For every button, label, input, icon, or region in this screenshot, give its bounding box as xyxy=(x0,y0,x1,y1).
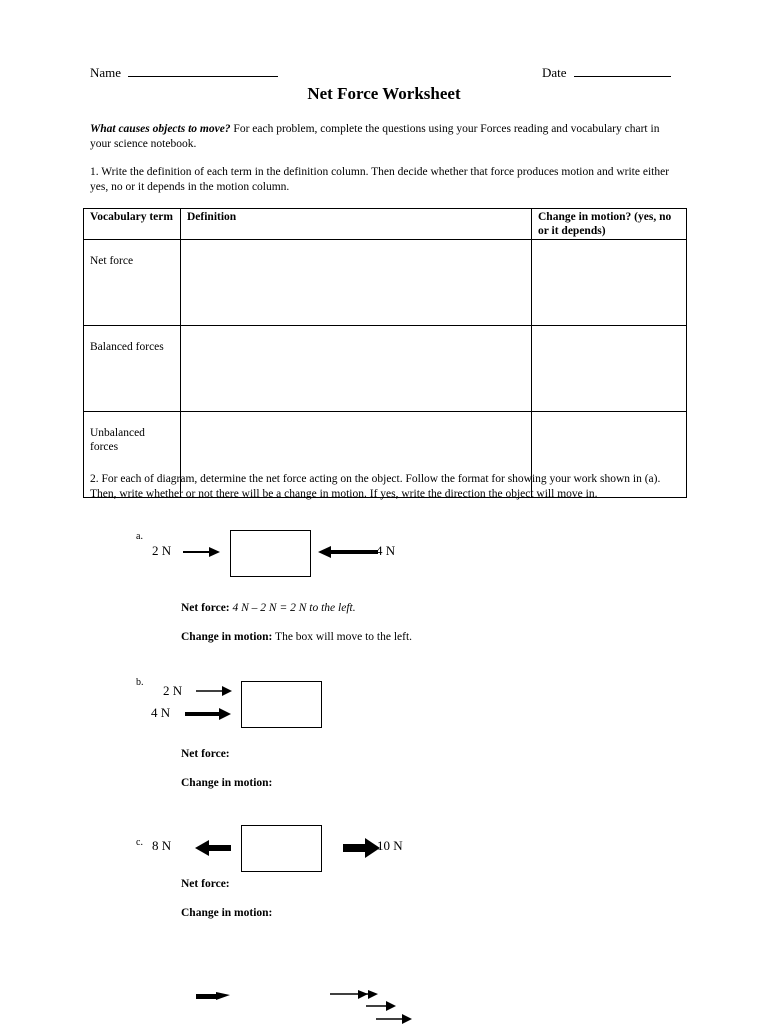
net-force-label: Net force: xyxy=(181,602,230,614)
motion-label: Change in motion: xyxy=(181,777,273,789)
diagram-a-right-force: 4 N xyxy=(376,543,396,558)
diagram-a-left-force: 2 N xyxy=(152,543,172,558)
diagram-a-right-arrow-icon xyxy=(183,544,223,560)
net-force-label: Net force: xyxy=(181,878,230,890)
diagram-c-net-force[interactable] xyxy=(181,878,230,890)
net-force-answer: 4 N – 2 N = 2 N to the left. xyxy=(229,602,356,614)
diagram-c-motion[interactable] xyxy=(181,907,272,919)
diagram-b-top-arrow-icon xyxy=(196,684,236,698)
diagram-b-net-force[interactable] xyxy=(181,748,230,760)
intro-lead: What causes objects to move? xyxy=(90,123,231,135)
question-1-text: 1. Write the definition of each term in the definition column. Then decide whether that force produces motion and write either yes, no or it depends in the motion column. xyxy=(90,166,670,193)
diagram-c-right-force: 10 N xyxy=(377,838,403,853)
motion-label: Change in motion: xyxy=(181,907,273,919)
intro-text: For each problem, complete the questions using your Forces reading and vocabulary chart in your science notebook. xyxy=(90,123,660,150)
diagram-a-box xyxy=(230,530,311,577)
motion-cell[interactable] xyxy=(532,326,687,412)
definition-cell[interactable] xyxy=(181,326,532,412)
diagram-a-net-force xyxy=(181,602,356,614)
table-row xyxy=(84,240,687,326)
diagram-b-bottom-arrow-icon xyxy=(185,706,235,722)
diagram-d-left-arrow-icon xyxy=(196,992,236,1004)
diagram-b-label: b. xyxy=(136,677,144,688)
name-blank[interactable] xyxy=(128,64,278,77)
diagram-c-label: c. xyxy=(136,837,143,848)
question-2-text: 2. For each of diagram, determine the net force acting on the object. Follow the format for showing your work shown in (a). Then, write whether or not there will be a change in motion. If yes, write the direction the object will move in. xyxy=(90,473,661,500)
motion-cell[interactable] xyxy=(532,240,687,326)
diagram-b-top-force: 2 N xyxy=(163,683,183,698)
motion-answer: The box will move to the left. xyxy=(272,631,413,643)
column-header-definition: Definition xyxy=(181,209,532,240)
diagram-b-box xyxy=(241,681,322,728)
diagram-d-right-arrows-icon xyxy=(330,990,420,1024)
diagram-b-motion[interactable] xyxy=(181,777,272,789)
diagram-c-box xyxy=(241,825,322,872)
page-title: Net Force Worksheet xyxy=(307,84,461,103)
table-header-row xyxy=(84,209,687,240)
diagram-c-left-arrow-icon xyxy=(195,838,235,858)
diagram-a-left-arrow-icon xyxy=(318,543,380,561)
diagram-a-label: a. xyxy=(136,531,143,542)
date-label: Date xyxy=(542,65,567,80)
diagram-b-bottom-force: 4 N xyxy=(151,705,171,720)
name-field[interactable] xyxy=(90,64,278,81)
name-label: Name xyxy=(90,65,122,80)
term-cell: Unbalanced forces xyxy=(84,412,181,498)
date-field[interactable] xyxy=(542,64,671,81)
table-row xyxy=(84,326,687,412)
motion-label: Change in motion: xyxy=(181,631,273,643)
diagram-a-motion xyxy=(181,631,412,643)
column-header-term: Vocabulary term xyxy=(84,209,181,240)
date-blank[interactable] xyxy=(574,64,671,77)
net-force-label: Net force: xyxy=(181,748,230,760)
column-header-motion: Change in motion? (yes, no or it depends) xyxy=(532,209,687,240)
intro-paragraph xyxy=(90,122,675,151)
diagram-c-left-force: 8 N xyxy=(152,838,172,853)
term-cell: Balanced forces xyxy=(84,326,181,412)
definition-cell[interactable] xyxy=(181,240,532,326)
vocabulary-table xyxy=(83,208,687,498)
term-cell: Net force xyxy=(84,240,181,326)
